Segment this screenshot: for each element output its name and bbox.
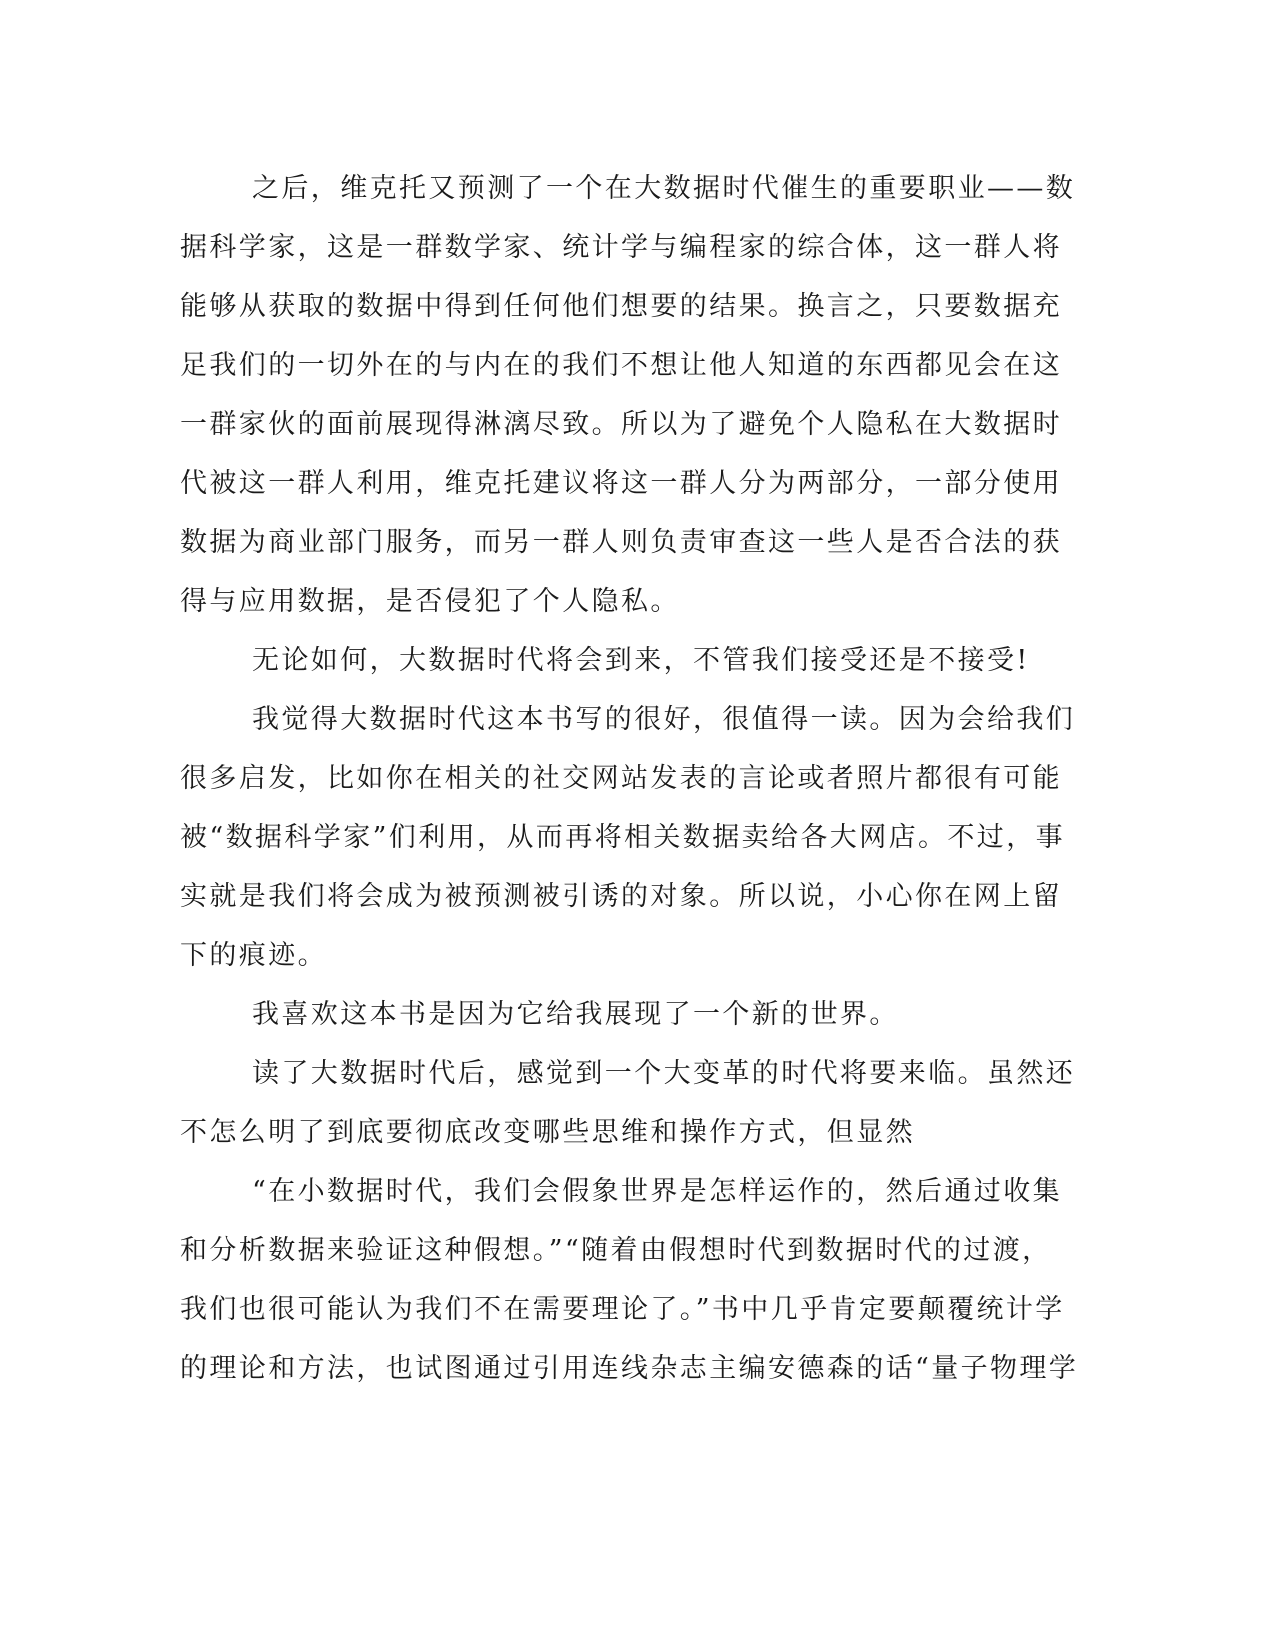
paragraph-1 — [180, 159, 1076, 631]
text-line: 实就是我们将会成为被预测被引诱的对象。所以说，小心你在网上留 — [180, 881, 1062, 912]
text-line: 下的痕迹。 — [180, 940, 327, 971]
text-line: 无论如何，大数据时代将会到来，不管我们接受还是不接受! — [252, 645, 1030, 676]
text-line: 得与应用数据，是否侵犯了个人隐私。 — [180, 586, 680, 617]
paragraph-3 — [180, 690, 1076, 985]
paragraph-2 — [180, 631, 1030, 690]
text-line: “在小数据时代，我们会假象世界是怎样运作的，然后通过收集 — [252, 1176, 1063, 1207]
text-line: 据科学家，这是一群数学家、统计学与编程家的综合体，这一群人将 — [180, 232, 1062, 263]
text-line: 我觉得大数据时代这本书写的很好，很值得一读。因为会给我们 — [252, 704, 1076, 735]
text-line: 和分析数据来验证这种假想。”“随着由假想时代到数据时代的过渡， — [180, 1235, 1052, 1266]
text-line: 不怎么明了到底要彻底改变哪些思维和操作方式，但显然 — [180, 1117, 915, 1148]
text-line: 很多启发，比如你在相关的社交网站发表的言论或者照片都很有可能 — [180, 763, 1062, 794]
document-body — [180, 159, 1079, 1398]
text-line: 一群家伙的面前展现得淋漓尽致。所以为了避免个人隐私在大数据时 — [180, 409, 1062, 440]
text-line: 能够从获取的数据中得到任何他们想要的结果。换言之，只要数据充 — [180, 291, 1062, 322]
paragraph-5 — [180, 1044, 1076, 1162]
text-line: 我喜欢这本书是因为它给我展现了一个新的世界。 — [252, 999, 899, 1030]
text-line: 读了大数据时代后，感觉到一个大变革的时代将要来临。虽然还 — [252, 1058, 1076, 1089]
text-line: 之后，维克托又预测了一个在大数据时代催生的重要职业——数 — [252, 173, 1076, 204]
text-line: 代被这一群人利用，维克托建议将这一群人分为两部分，一部分使用 — [180, 468, 1062, 499]
paragraph-4 — [180, 985, 1030, 1044]
text-line: 足我们的一切外在的与内在的我们不想让他人知道的东西都见会在这 — [180, 350, 1062, 381]
paragraph-6 — [180, 1162, 1079, 1398]
text-line: 被“数据科学家”们利用，从而再将相关数据卖给各大网店。不过，事 — [180, 822, 1066, 853]
text-line: 数据为商业部门服务，而另一群人则负责审查这一些人是否合法的获 — [180, 527, 1062, 558]
text-line: 的理论和方法，也试图通过引用连线杂志主编安德森的话“量子物理学 — [180, 1353, 1079, 1384]
text-line: 我们也很可能认为我们不在需要理论了。”书中几乎肯定要颠覆统计学 — [180, 1294, 1065, 1325]
